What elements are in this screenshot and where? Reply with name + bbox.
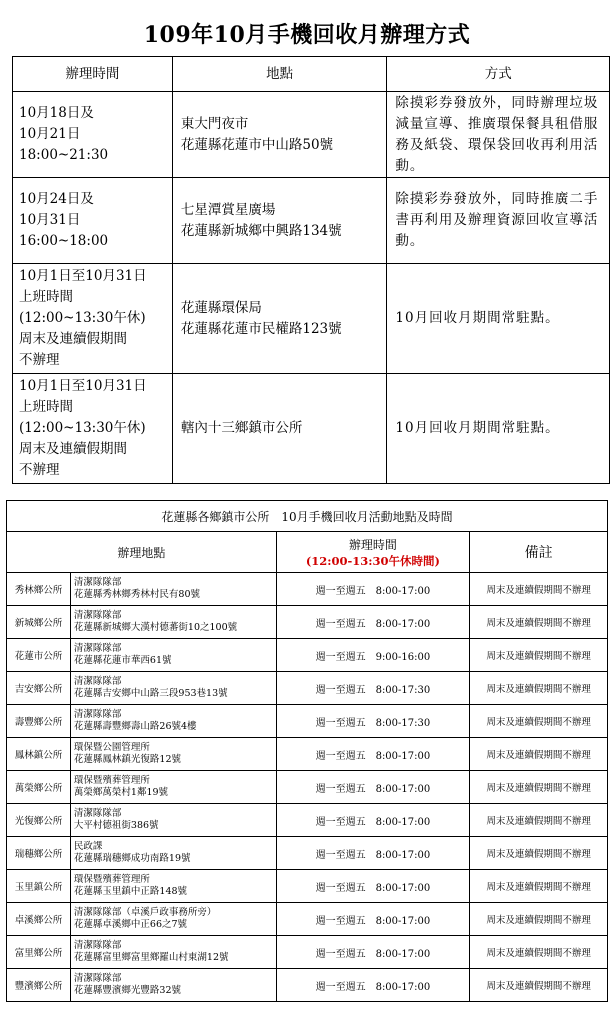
township-remark: 周末及連續假期間不辦理 xyxy=(470,870,608,903)
township-hours: 週一至週五 8:00-17:00 xyxy=(276,870,470,903)
event-time-line: 10月31日 xyxy=(19,212,81,228)
township-remark: 周末及連續假期間不辦理 xyxy=(470,903,608,936)
event-location-line: 七星潭賞星廣場 xyxy=(180,201,276,218)
venue-unit: 清潔隊隊部（卓溪戶政事務所旁） xyxy=(73,907,217,918)
township-venue xyxy=(70,771,276,804)
township-venue xyxy=(70,573,276,606)
venue-unit: 清潔隊隊部 xyxy=(73,709,122,720)
event-location xyxy=(172,178,387,264)
township-hours: 週一至週五 8:00-17:00 xyxy=(276,606,470,639)
township-row xyxy=(7,738,608,771)
township-row xyxy=(7,936,608,969)
township-row xyxy=(7,705,608,738)
township-row xyxy=(7,969,608,1002)
venue-address: 花蓮縣富里鄉富里鄉羅山村東湖12號 xyxy=(73,952,229,963)
venue-address: 花蓮縣卓溪鄉中正66之7號 xyxy=(73,919,188,930)
township-row xyxy=(7,606,608,639)
event-time-line: 不辦理 xyxy=(19,352,60,368)
page-title: 109年10月手機回收月辦理方式 xyxy=(143,22,471,48)
event-method: 10月回收月期間常駐點。 xyxy=(387,264,610,374)
venue-unit: 清潔隊隊部 xyxy=(73,643,122,654)
event-time-line: 上班時間 xyxy=(19,289,73,305)
event-location-line: 花蓮縣新城鄉中興路134號 xyxy=(180,222,342,239)
venue-address: 花蓮縣瑞穗鄉成功南路19號 xyxy=(73,853,191,864)
venue-unit: 環保暨公園管理所 xyxy=(73,742,150,753)
township-row xyxy=(7,804,608,837)
venue-address: 花蓮縣吉安鄉中山路三段953巷13號 xyxy=(73,688,228,699)
venue-address: 花蓮縣鳳林鎮光復路12號 xyxy=(73,754,181,765)
township-hours: 週一至週五 9:00-16:00 xyxy=(276,639,470,672)
event-location xyxy=(172,264,387,374)
event-row xyxy=(13,92,610,178)
venue-address: 大平村德祖街386號 xyxy=(73,820,159,831)
township-office: 瑞穗鄉公所 xyxy=(7,837,71,870)
event-time xyxy=(13,92,173,178)
event-location-line: 花蓮縣環保局 xyxy=(180,299,262,316)
events-table xyxy=(12,56,610,484)
venue-unit: 環保暨殯葬管理所 xyxy=(73,874,150,885)
event-time xyxy=(13,264,173,374)
township-office: 秀林鄉公所 xyxy=(7,573,71,606)
event-time-line: 10月1日至10月31日 xyxy=(19,378,147,394)
township-venue xyxy=(70,738,276,771)
event-time-line: 16:00~18:00 xyxy=(19,233,109,249)
venue-address: 花蓮縣壽豐鄉壽山路26號4樓 xyxy=(73,721,197,732)
venue-address: 花蓮縣秀林鄉秀林村民有80號 xyxy=(73,589,200,600)
township-office: 花蓮市公所 xyxy=(7,639,71,672)
event-time-line: 周末及連續假期間 xyxy=(19,441,127,457)
township-venue xyxy=(70,606,276,639)
event-location xyxy=(172,92,387,178)
event-time-line: 10月21日 xyxy=(19,126,81,142)
township-venue xyxy=(70,936,276,969)
township-office: 萬榮鄉公所 xyxy=(7,771,71,804)
township-row xyxy=(7,870,608,903)
header-method: 方式 xyxy=(387,57,610,92)
venue-unit: 清潔隊隊部 xyxy=(73,940,122,951)
venue-unit: 清潔隊隊部 xyxy=(73,610,122,621)
event-location-line: 花蓮縣花蓮市民權路123號 xyxy=(180,320,342,337)
township-hours: 週一至週五 8:00-17:00 xyxy=(276,771,470,804)
township-remark: 周末及連續假期間不辦理 xyxy=(470,936,608,969)
event-row xyxy=(13,264,610,374)
event-row xyxy=(13,374,610,484)
township-office: 鳳林鎮公所 xyxy=(7,738,71,771)
event-time-line: 18:00~21:30 xyxy=(19,147,109,163)
venue-unit: 清潔隊隊部 xyxy=(73,973,122,984)
township-table-caption: 花蓮縣各鄉鎮市公所 10月手機回收月活動地點及時間 xyxy=(7,501,608,532)
township-office: 玉里鎮公所 xyxy=(7,870,71,903)
venue-unit: 環保暨殯葬管理所 xyxy=(73,775,150,786)
township-venue xyxy=(70,639,276,672)
township-remark: 周末及連續假期間不辦理 xyxy=(470,969,608,1002)
township-hours: 週一至週五 8:00-17:00 xyxy=(276,903,470,936)
township-hours: 週一至週五 8:00-17:00 xyxy=(276,837,470,870)
header-hours xyxy=(276,532,470,573)
township-venue xyxy=(70,672,276,705)
township-remark: 周末及連續假期間不辦理 xyxy=(470,606,608,639)
township-office: 吉安鄉公所 xyxy=(7,672,71,705)
event-time-line: 10月24日及 xyxy=(19,191,94,207)
venue-unit: 清潔隊隊部 xyxy=(73,808,122,819)
event-time xyxy=(13,374,173,484)
event-method: 除摸彩券發放外，同時辦理垃圾減量宣導、推廣環保餐具租借服務及紙袋、環保袋回收再利用活動。 xyxy=(387,92,610,178)
event-time-line: (12:00~13:30午休) xyxy=(19,310,146,326)
lunch-break-note: (12:00-13:30午休時間) xyxy=(305,553,440,568)
township-remark: 周末及連續假期間不辦理 xyxy=(470,639,608,672)
header-time: 辦理時間 xyxy=(13,57,173,92)
event-location xyxy=(172,374,387,484)
event-time xyxy=(13,178,173,264)
township-venue xyxy=(70,837,276,870)
venue-unit: 清潔隊隊部 xyxy=(73,577,122,588)
event-location-line: 轄內十三鄉鎮市公所 xyxy=(180,420,303,436)
header-hours-label: 辦理時間 xyxy=(348,537,397,552)
venue-address: 花蓮縣豐濱鄉光豐路32號 xyxy=(73,985,181,996)
township-hours: 週一至週五 8:00-17:30 xyxy=(276,672,470,705)
township-remark: 周末及連續假期間不辦理 xyxy=(470,573,608,606)
township-remark: 周末及連續假期間不辦理 xyxy=(470,738,608,771)
township-row xyxy=(7,837,608,870)
header-location: 地點 xyxy=(172,57,387,92)
event-time-line: 不辦理 xyxy=(19,462,60,478)
event-method: 除摸彩券發放外，同時推廣二手書再利用及辦理資源回收宣導活動。 xyxy=(387,178,610,264)
township-venue xyxy=(70,903,276,936)
venue-address: 花蓮縣新城鄉大漢村德蕃街10之100號 xyxy=(73,622,238,633)
township-office: 光復鄉公所 xyxy=(7,804,71,837)
township-remark: 周末及連續假期間不辦理 xyxy=(470,672,608,705)
township-table xyxy=(6,500,608,1002)
township-venue xyxy=(70,804,276,837)
event-time-line: 10月18日及 xyxy=(19,105,94,121)
event-time-line: 10月1日至10月31日 xyxy=(19,268,147,284)
township-venue xyxy=(70,969,276,1002)
township-hours: 週一至週五 8:00-17:00 xyxy=(276,573,470,606)
township-office: 新城鄉公所 xyxy=(7,606,71,639)
venue-unit: 民政課 xyxy=(73,841,103,852)
township-row xyxy=(7,672,608,705)
venue-address: 花蓮縣玉里鎮中正路148號 xyxy=(73,886,188,897)
township-office: 富里鄉公所 xyxy=(7,936,71,969)
township-row xyxy=(7,573,608,606)
event-method: 10月回收月期間常駐點。 xyxy=(387,374,610,484)
township-hours: 週一至週五 8:00-17:30 xyxy=(276,705,470,738)
township-row xyxy=(7,771,608,804)
township-remark: 周末及連續假期間不辦理 xyxy=(470,771,608,804)
event-time-line: 上班時間 xyxy=(19,399,73,415)
township-hours: 週一至週五 8:00-17:00 xyxy=(276,969,470,1002)
township-office: 壽豐鄉公所 xyxy=(7,705,71,738)
header-remarks: 備註 xyxy=(470,532,608,573)
township-remark: 周末及連續假期間不辦理 xyxy=(470,804,608,837)
event-time-line: 周末及連續假期間 xyxy=(19,331,127,347)
township-office: 卓溪鄉公所 xyxy=(7,903,71,936)
township-office: 豐濱鄉公所 xyxy=(7,969,71,1002)
township-row xyxy=(7,903,608,936)
township-row xyxy=(7,639,608,672)
township-remark: 周末及連續假期間不辦理 xyxy=(470,837,608,870)
event-location-line: 花蓮縣花蓮市中山路50號 xyxy=(180,136,334,153)
event-time-line: (12:00~13:30午休) xyxy=(19,420,146,436)
township-venue xyxy=(70,870,276,903)
event-row xyxy=(13,178,610,264)
township-hours: 週一至週五 8:00-17:00 xyxy=(276,804,470,837)
venue-address: 花蓮縣花蓮市華西61號 xyxy=(73,655,172,666)
header-venue: 辦理地點 xyxy=(7,532,277,573)
township-hours: 週一至週五 8:00-17:00 xyxy=(276,738,470,771)
venue-unit: 清潔隊隊部 xyxy=(73,676,122,687)
township-hours: 週一至週五 8:00-17:00 xyxy=(276,936,470,969)
events-header-row xyxy=(13,57,610,92)
event-location-line: 東大門夜市 xyxy=(180,115,249,132)
venue-address: 萬榮鄉萬榮村1鄰19號 xyxy=(73,787,169,798)
township-remark: 周末及連續假期間不辦理 xyxy=(470,705,608,738)
township-venue xyxy=(70,705,276,738)
